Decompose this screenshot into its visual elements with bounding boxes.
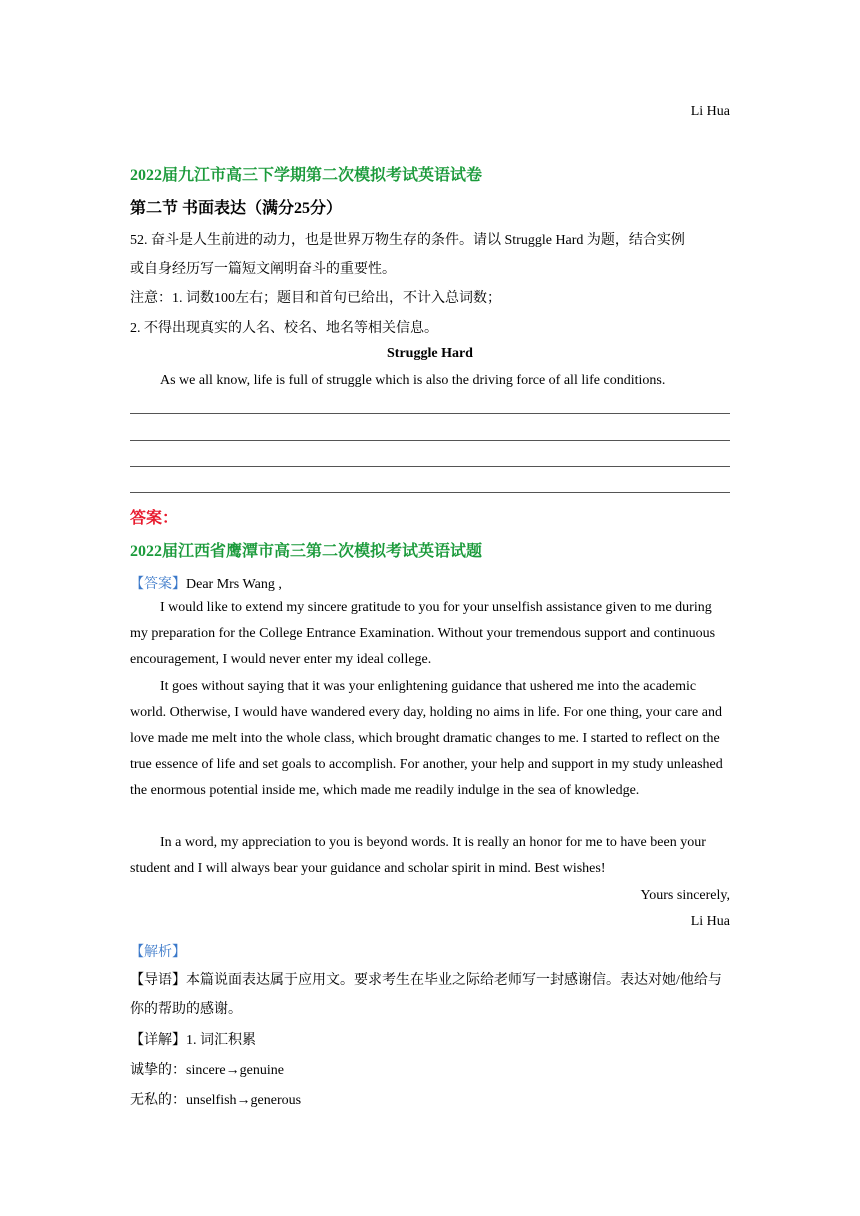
- header-name: Li Hua: [690, 104, 730, 119]
- writing-line: [130, 440, 730, 441]
- letter-paragraph-3: In a word, my appreciation to you is beyond words. It is really an honor for me to have been your student and I will always bear your guidance and scholar spirit in mind. Best wishes!: [130, 835, 706, 876]
- vocab-item-2: 无私的：unselfish→generous: [130, 1093, 302, 1108]
- detail-text: 1. 词汇积累: [186, 1033, 256, 1048]
- exam-title-2: 2022届江西省鹰潭市高三第二次模拟考试英语试题: [130, 543, 483, 560]
- vocab-item-1: 诚挚的：sincere→genuine: [130, 1063, 284, 1078]
- detail-tag: 【详解】: [130, 1033, 186, 1048]
- letter-paragraph-1: I would like to extend my sincere gratitude to you for your unselfish assistance given to me during my preparation for the College Entrance Examination. Without your tremendous support and continuous encouragement, I would never enter my ideal college.: [130, 600, 716, 667]
- exam-title-1: 2022届九江市高三下学期第二次模拟考试英语试卷: [130, 167, 483, 184]
- essay-title: Struggle Hard: [387, 346, 473, 361]
- detail-line: [130, 1029, 256, 1049]
- answer-greeting-line: [130, 573, 282, 593]
- answer-tag: 【答案】: [130, 577, 186, 592]
- answer-label: 答案：: [130, 510, 179, 527]
- letter-paragraph-2: It goes without saying that it was your enlightening guidance that ushered me into the academic world. Otherwise, I would have wandered every day, holding no aims in life. For one thing, your care and love made me melt into the whole class, which brought dramatic changes to me. I started to reflect on the true essence of life and set goals to accomplish. For another, your help and support in my study unleashed the enormous potential inside me, which made me readily indulge in the sea of knowledge.: [130, 679, 723, 798]
- analysis-tag: 【解析】: [130, 945, 186, 960]
- guide-tag: 【导语】: [130, 973, 186, 988]
- greeting: Dear Mrs Wang ,: [186, 577, 282, 592]
- writing-line: [130, 413, 730, 414]
- note-line-1: 注意：1. 词数100左右；题目和首句已给出，不计入总词数；: [130, 291, 501, 306]
- note-line-2: 2. 不得出现真实的人名、校名、地名等相关信息。: [130, 321, 438, 336]
- writing-line: [130, 466, 730, 467]
- guide-paragraph: [130, 966, 730, 1024]
- prompt-line-1: 52. 奋斗是人生前进的动力，也是世界万物生存的条件。请以 Struggle Hard 为题，结合实例: [130, 233, 685, 248]
- section-title: 第二节 书面表达（满分25分）: [130, 200, 343, 217]
- closing: Yours sincerely,: [640, 888, 730, 903]
- essay-first-line: As we all know, life is full of struggle which is also the driving force of all life conditions.: [160, 373, 666, 388]
- guide-text: 本篇说面表达属于应用文。要求考生在毕业之际给老师写一封感谢信。表达对她/他给与你的帮助的感谢。: [130, 973, 722, 1017]
- writing-line: [130, 492, 730, 493]
- signature: Li Hua: [690, 914, 730, 929]
- prompt-line-2: 或自身经历写一篇短文阐明奋斗的重要性。: [130, 262, 396, 277]
